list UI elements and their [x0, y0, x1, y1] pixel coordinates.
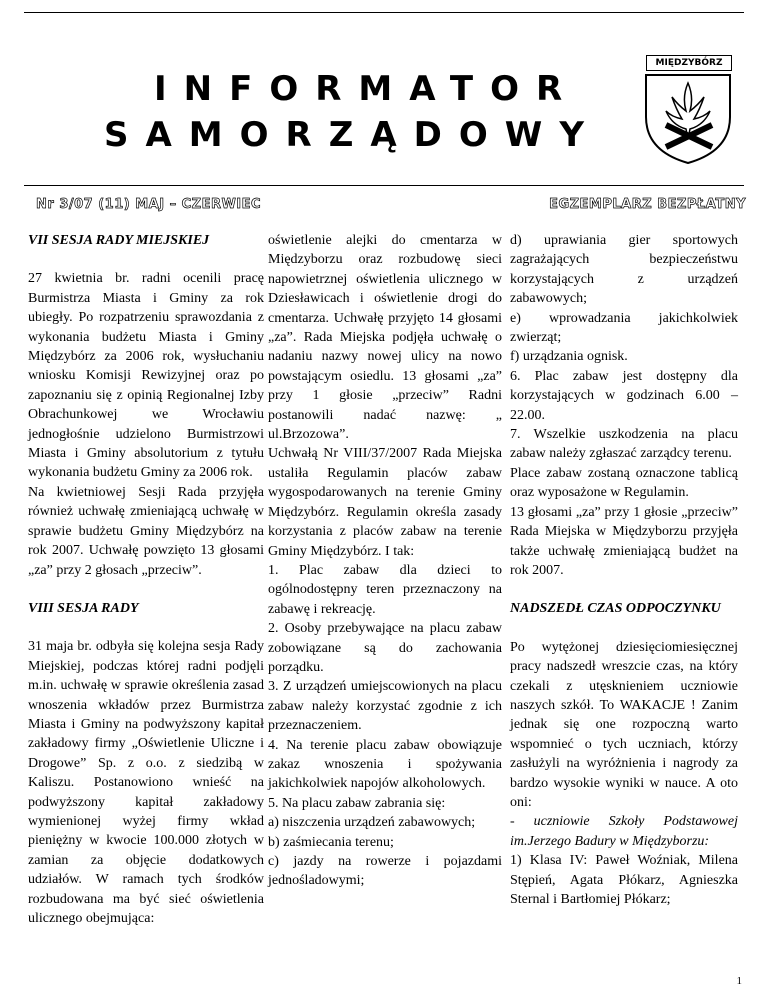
- paragraph: oświetlenie alejki do cmentarza w Międzyborzu oraz rozbudowę sieci napowietrznej oświetlenia ulicznego w Dziesławicach i oświetlenie drogi do cmentarza. Uchwałę przyjęto 14 głosami „za”. Rada Miejska podjęła uchwałę o nadaniu nazwy nowej ulicy na nowo powstającym osiedlu. 13 głosami „za” przy 1 głosie „przeciw” Radni postanowili nadać nazwę: „ ul.Brzozowa”.: [268, 233, 502, 443]
- list-item: 7. Wszelkie uszkodzenia na placu zabaw należy zgłaszać zarządcy terenu.: [510, 427, 738, 462]
- paragraph: 27 kwietnia br. radni ocenili pracę Burmistrza Miasta i Gminy za rok ubiegły. Po rozpatrzeniu sprawozdania z wykonania budżetu Miasta i Gminy Międzybórz za 2006 rok, wysłuchaniu wniosku Komisji Rewizyjnej oraz po zapoznaniu się z opinią Regionalnej Izby Obrachunkowej we Wrocławiu jednogłośnie udzielono Burmistrzowi Miasta i Gminy absolutorium z tytułu wykonania budżetu Gminy za 2006 rok.: [28, 271, 264, 481]
- list-item: e) wprowadzania jakichkolwiek zwierząt;: [510, 310, 738, 346]
- paragraph: 1) Klasa IV: Paweł Woźniak, Milena Stępień, Agata Płókarz, Agnieszka Sternal i Bartłomiej Płókarz;: [510, 853, 738, 907]
- paragraph: 13 głosami „za” przy 1 głosie „przeciw” Rada Miejska w Międzyborzu przyjęła także uchwałę zmieniającą budżet na rok 2007.: [510, 504, 738, 578]
- title-line2: SAMORZĄDOWY: [104, 115, 601, 155]
- list-item: 2. Osoby przebywające na placu zabaw zobowiązane są do zachowania porządku.: [268, 621, 502, 675]
- page-number: 1: [736, 975, 742, 987]
- crest-label: MIĘDZYBÓRZ: [646, 55, 732, 71]
- coat-of-arms: [636, 47, 740, 167]
- paragraph: Na kwietniowej Sesji Rada przyjęła również uchwałę zmieniającą uchwałę w sprawie budżetu Gminy Międzybórz na rok 2007. Uchwałę powzięto 13 głosami „za” przy 2 głosach „przeciw”.: [28, 484, 264, 578]
- column-1: [28, 231, 264, 928]
- section-heading: NADSZEDŁ CZAS ODPOCZYNKU: [510, 601, 721, 617]
- list-item: b) zaśmiecania terenu;: [268, 834, 394, 850]
- masthead: [24, 12, 744, 186]
- title-line1: INFORMATOR: [154, 69, 580, 109]
- list-item: f) urządzania ognisk.: [510, 349, 628, 365]
- column-3: [510, 231, 738, 909]
- paragraph: - uczniowie Szkoły Podstawowej im.Jerzego Badury w Międzyborzu:: [510, 814, 738, 849]
- section-heading: VII SESJA RADY MIEJSKIEJ: [28, 233, 210, 248]
- issue-number: Nr 3/07 (11) MAJ – CZERWIEC: [36, 197, 262, 212]
- list-item: c) jazdy na rowerze i pojazdami jednośladowymi;: [268, 854, 502, 889]
- list-item: 5. Na placu zabaw zabrania się:: [268, 795, 446, 811]
- list-item: a) niszczenia urządzeń zabawowych;: [268, 815, 476, 831]
- section-heading: VIII SESJA RADY: [28, 600, 139, 616]
- paragraph: Po wytężonej dziesięciomiesięcznej pracy nadszedł wreszcie czas, na który czekali z utęsknieniem uczniowie naszych szkół. To WAKACJE ! Zanim jednak się one rozpoczną warto wspomnieć o tych uczniach, którzy zasłużyli na wyróżnienia i nagrody za bardzo wysokie wyniki w nauce. A oto oni:: [510, 639, 738, 810]
- list-item: 3. Z urządzeń umiejscowionych na placu zabaw należy korzystać zgodnie z ich przeznaczeniem.: [268, 679, 502, 734]
- list-item: 1. Plac zabaw dla dzieci to ogólnodostępny teren przeznaczony na zabawę i rekreację.: [268, 562, 502, 617]
- paragraph: Uchwałą Nr VIII/37/2007 Rada Miejska ustaliła Regulamin placów zabaw wygospodarowanych na terenie Gminy Międzybórz. Regulamin określa zasady korzystania z placów zabaw na terenie Gminy Międzybórz. I tak:: [268, 446, 502, 559]
- list-item: d) uprawiania gier sportowych zagrażających bezpieczeństwu korzystających z urządzeń zabawowych;: [510, 233, 738, 307]
- paragraph: 31 maja br. odbyła się kolejna sesja Rady Miejskiej, podczas której radni podjęli m.in. uchwałę w sprawie określenia zasad wnoszenia wkładów przez Burmistrza Miasta i Gminy na podwyższony kapitał zakładowy firmy „Oświetlenie Uliczne i Drogowe” Sp. z o.o. z siedzibą w Kaliszu. Postanowiono wnieść na podwyższony kapitał zakładowy wymienionej wyżej firmy wkład pieniężny w kwocie 100.000 złotych w zamian za objęcie dodatkowych udziałów. W ramach tych środków rozbudowana ma być sieć oświetlenia ulicznego obejmująca:: [28, 639, 264, 926]
- free-copy-label: EGZEMPLARZ BEZPŁATNY: [549, 197, 746, 212]
- list-item: 4. Na terenie placu zabaw obowiązuje zakaz wnoszenia i spożywania jakichkolwiek napojów alkoholowych.: [268, 737, 502, 792]
- paragraph: Place zabaw zostaną oznaczone tablicą oraz wyposażone w Regulamin.: [510, 465, 738, 501]
- list-item: 6. Plac zabaw jest dostępny dla korzystających w godzinach 6.00 – 22.00.: [510, 368, 738, 423]
- column-2: [268, 231, 502, 891]
